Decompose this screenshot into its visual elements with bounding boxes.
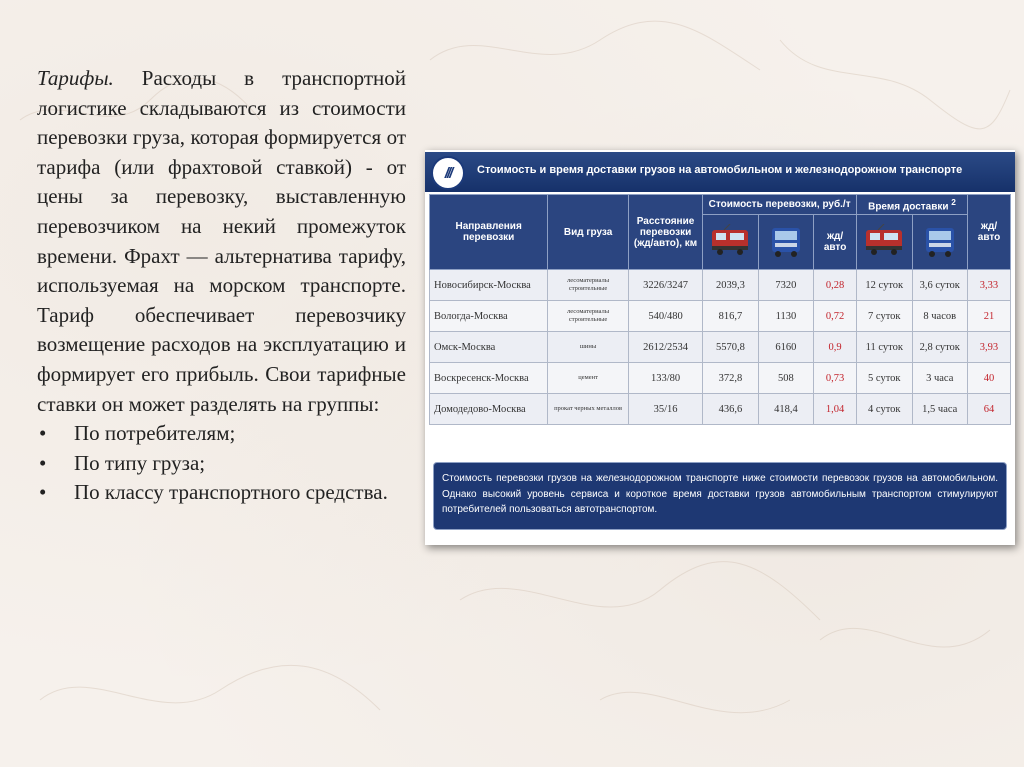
cell-time-ratio: 64 (967, 394, 1010, 425)
cost-table (429, 194, 1011, 425)
table-row (430, 363, 1011, 394)
table-row (430, 332, 1011, 363)
cell-cost-ratio: 0,9 (814, 332, 857, 363)
cell-rail-cost: 372,8 (703, 363, 758, 394)
cell-time-ratio: 3,93 (967, 332, 1010, 363)
cell-direction: Новосибирск-Москва (430, 270, 548, 301)
cell-cost-ratio: 0,28 (814, 270, 857, 301)
cell-rail-time: 12 суток (857, 270, 912, 301)
intro-paragraph (37, 64, 406, 419)
col-cargo: Вид груза (548, 195, 629, 270)
cell-cargo: шины (548, 332, 629, 363)
truck-icon (758, 215, 813, 270)
cell-auto-time: 1,5 часа (912, 394, 967, 425)
cell-cost-ratio: 0,73 (814, 363, 857, 394)
cell-auto-cost: 418,4 (758, 394, 813, 425)
cell-cost-ratio: 1,04 (814, 394, 857, 425)
cell-rail-cost: 5570,8 (703, 332, 758, 363)
cell-rail-time: 7 суток (857, 301, 912, 332)
cell-distance: 35/16 (628, 394, 702, 425)
col-time-ratio: жд/ авто (967, 195, 1010, 270)
cell-time-ratio: 21 (967, 301, 1010, 332)
note-text: Стоимость перевозки грузов на железнодорожном транспорте ниже стоимости перевозок грузов на автомобильном. Однако высокий уровень сервиса и короткое время доставки грузов автомобильным транспортом стимулируют потребителей пользоваться автотранспортом. (442, 473, 998, 515)
cost-table-image (425, 150, 1015, 545)
cell-rail-time: 5 суток (857, 363, 912, 394)
cell-cost-ratio: 0,72 (814, 301, 857, 332)
cell-auto-cost: 508 (758, 363, 813, 394)
company-logo (431, 156, 465, 190)
cell-rail-cost: 2039,3 (703, 270, 758, 301)
cell-auto-cost: 6160 (758, 332, 813, 363)
lead-term: Тарифы. (37, 66, 114, 90)
train-icon (703, 215, 758, 270)
list-item-text: По потребителям; (74, 421, 236, 446)
cell-auto-time: 8 часов (912, 301, 967, 332)
table-header-bar (425, 152, 1015, 192)
list-item-text: По типу груза; (74, 450, 206, 475)
table-row (430, 301, 1011, 332)
cell-auto-cost: 7320 (758, 270, 813, 301)
cell-auto-time: 2,8 суток (912, 332, 967, 363)
list-item (37, 419, 406, 449)
cell-rail-time: 11 суток (857, 332, 912, 363)
cell-cargo: цемент (548, 363, 629, 394)
cell-distance: 3226/3247 (628, 270, 702, 301)
bullet-marker: • (39, 480, 47, 505)
cost-header-label: Стоимость перевозки, руб./т (708, 199, 851, 211)
col-cost (703, 195, 857, 215)
cell-rail-cost: 816,7 (703, 301, 758, 332)
cell-distance: 133/80 (628, 363, 702, 394)
cell-time-ratio: 40 (967, 363, 1010, 394)
cell-direction: Вологда-Москва (430, 301, 548, 332)
table-header-row (430, 195, 1011, 215)
bullet-marker: • (39, 450, 47, 475)
bullet-marker: • (39, 421, 47, 446)
table-row (430, 270, 1011, 301)
time-header-label: Время доставки (868, 201, 949, 213)
cell-cargo: лесоматериалы строительные (548, 301, 629, 332)
table-row (430, 394, 1011, 425)
cell-distance: 2612/2534 (628, 332, 702, 363)
cell-rail-time: 4 суток (857, 394, 912, 425)
paragraph-text: Расходы в транспортной логистике складываются из стоимости перевозки груза, которая формируется от тарифа (или фрахтовой ставкой) - от цены за перевозку, выставленную перевозчиком на некий промежуток времени. Фрахт — альтернатива тарифу, используемая на морском транспорте. Тариф обеспечивает перевозчику возмещение расходов на эксплуатацию и формирует его прибыль. Свои тарифные ставки он может разделять на группы: (37, 66, 406, 416)
cell-cargo: прокат черных металлов (548, 394, 629, 425)
train-icon (857, 215, 912, 270)
logo-glyph: /// (444, 164, 452, 182)
cell-auto-cost: 1130 (758, 301, 813, 332)
cell-cargo: лесоматериалы строительные (548, 270, 629, 301)
list-item-text: По классу транспортного средства. (74, 480, 388, 505)
table-title: Стоимость и время доставки грузов на автомобильном и железнодорожном транспорте (477, 164, 963, 176)
col-time (857, 195, 968, 215)
cell-distance: 540/480 (628, 301, 702, 332)
cell-direction: Омск-Москва (430, 332, 548, 363)
cell-direction: Домодедово-Москва (430, 394, 548, 425)
list-item (37, 449, 406, 479)
cell-auto-time: 3,6 суток (912, 270, 967, 301)
bullet-list (37, 419, 406, 508)
cell-auto-time: 3 часа (912, 363, 967, 394)
col-distance: Расстояние перевозки (жд/авто), км (628, 195, 702, 270)
body-text (37, 64, 406, 508)
cell-rail-cost: 436,6 (703, 394, 758, 425)
time-footnote-mark: 2 (951, 197, 956, 207)
cell-time-ratio: 3,33 (967, 270, 1010, 301)
truck-icon (912, 215, 967, 270)
col-direction: Направления перевозки (430, 195, 548, 270)
col-cost-ratio: жд/ авто (814, 215, 857, 270)
list-item (37, 478, 406, 508)
cell-direction: Воскресенск-Москва (430, 363, 548, 394)
note-box (433, 462, 1007, 530)
